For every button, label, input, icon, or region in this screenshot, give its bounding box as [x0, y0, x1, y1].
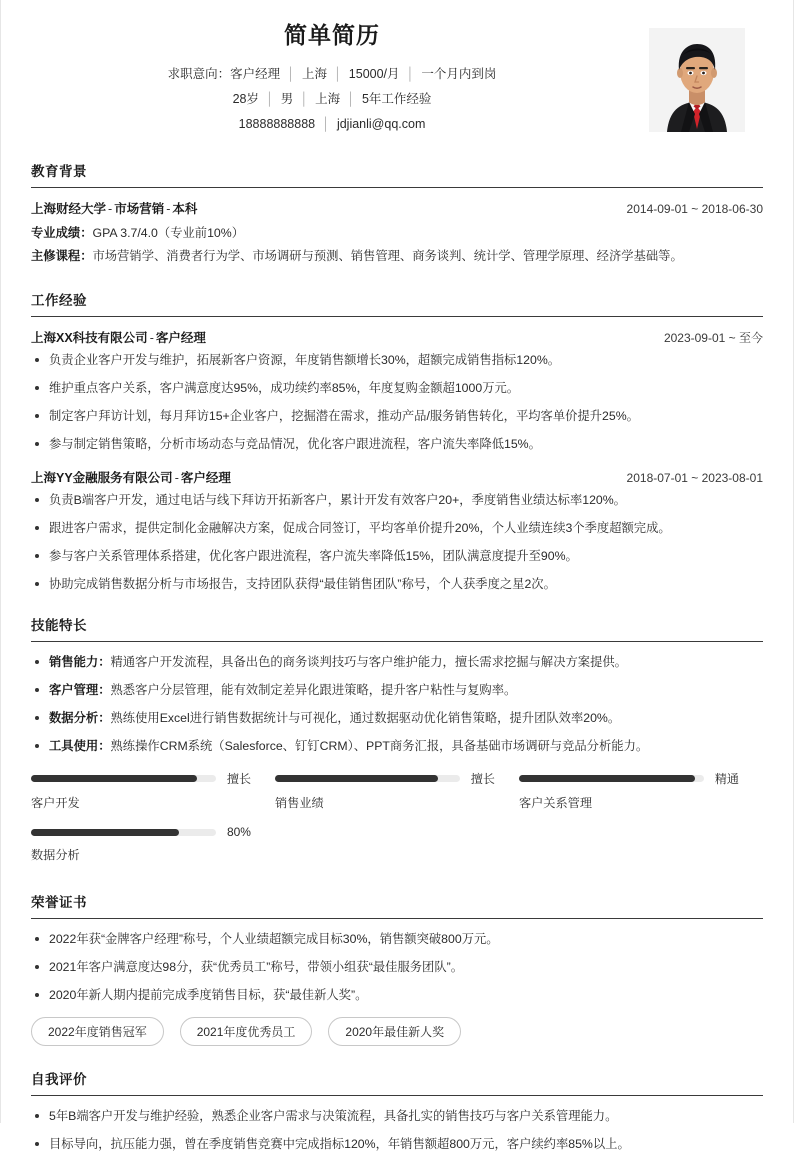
skill-bars: [31, 770, 763, 877]
list-item: 5年B端客户开发与维护经验，熟悉企业客户需求与决策流程，具备扎实的销售技巧与客户关系管理能力。: [31, 1107, 763, 1126]
work-entry-head: [31, 468, 763, 486]
work-date: 2023-09-01 ~ 至今: [663, 330, 763, 345]
section-title-education: 教育背景: [31, 160, 763, 188]
header-contact-line-3: [31, 112, 633, 137]
skill-text: 熟练操作CRM系统（Salesforce、钉钉CRM）、PPT商务汇报，具备基础市场调研与竞品分析能力。: [110, 739, 649, 754]
work-company: 上海XX科技有限公司: [31, 330, 148, 345]
honors-bullet-list: [31, 930, 763, 1005]
job-intent-availability: 一个月内到岗: [421, 66, 497, 81]
work-entry-head: [31, 328, 763, 346]
work-bullet-list: [31, 491, 763, 594]
skill-bar-item: [275, 770, 519, 811]
divider: │: [347, 91, 355, 106]
list-item: 2020年新人期内提前完成季度销售目标，获“最佳新人奖”。: [31, 986, 763, 1005]
list-item: 跟进客户需求，提供定制化金融解决方案，促成合同签订，平均客单价提升20%，个人业绩连续3个季度超额完成。: [31, 519, 763, 538]
job-intent-city: 上海: [301, 66, 327, 81]
skill-bar-track: [275, 775, 460, 782]
resume-header: [31, 22, 763, 140]
education-school: 上海财经大学: [31, 202, 107, 216]
work-company: 上海YY金融服务有限公司: [31, 470, 173, 485]
list-item: 参与制定销售策略，分析市场动态与竞品情况，优化客户跟进流程，客户流失率降低15%。: [31, 435, 763, 454]
work-role: 客户经理: [180, 470, 231, 485]
education-courses-value: 市场营销学、消费者行为学、市场调研与预测、销售管理、商务谈判、统计学、管理学原理、经济学基础等。: [92, 249, 683, 264]
work-entry-left: [31, 468, 231, 486]
work-entry: [31, 468, 763, 594]
skill-bar-row: [31, 770, 251, 787]
skill-bar-level: 擅长: [470, 772, 495, 787]
list-item: 2021年客户满意度达98分，获“优秀员工”称号，带领小组获“最佳服务团队”。: [31, 958, 763, 977]
list-item: 目标导向，抗压能力强，曾在季度销售竞赛中完成指标120%，年销售额超800万元，客户续约率85%以上。: [31, 1135, 763, 1154]
skill-label: 销售能力：: [49, 655, 111, 670]
skill-bar-level: 擅长: [226, 772, 251, 787]
honor-tag[interactable]: 2020年最佳新人奖: [328, 1017, 461, 1046]
list-item: 负责B端客户开发，通过电话与线下拜访开拓新客户，累计开发有效客户20+，季度销售业绩达标率120%。: [31, 491, 763, 510]
section-education: [31, 160, 763, 269]
skill-bar-name: 销售业绩: [274, 796, 324, 811]
page-title: 简单简历: [284, 22, 380, 48]
divider: │: [265, 91, 274, 106]
skill-bar-item: [519, 770, 763, 811]
avatar: [649, 28, 745, 132]
personal-experience: 5年工作经验: [361, 91, 432, 106]
separator-dash: -: [174, 470, 179, 485]
list-item: [31, 681, 763, 700]
skill-bar-track: [519, 775, 704, 782]
personal-gender: 男: [280, 91, 294, 106]
job-intent-position: 客户经理: [230, 66, 281, 81]
education-date: 2014-09-01 ~ 2018-06-30: [626, 202, 763, 216]
section-title-honors: 荣誉证书: [31, 891, 763, 919]
list-item: 维护重点客户关系，客户满意度达95%，成功续约率85%，年度复购金额超1000万元。: [31, 379, 763, 398]
skill-bar-fill: [31, 775, 197, 782]
skill-bar-fill: [519, 775, 695, 782]
divider: │: [322, 116, 330, 131]
list-item: 协助完成销售数据分析与市场报告，支持团队获得“最佳销售团队”称号，个人获季度之星2次。: [31, 575, 763, 594]
header-contact-line-2: [31, 87, 633, 112]
work-date: 2018-07-01 ~ 2023-08-01: [626, 470, 763, 485]
skill-bar-level: 精通: [714, 772, 739, 787]
self-evaluation-bullet-list: [31, 1107, 763, 1154]
contact-phone: 18888888888: [238, 116, 316, 131]
skill-text: 精通客户开发流程，具备出色的商务谈判技巧与客户维护能力，擅长需求挖掘与解决方案提供。: [110, 655, 627, 670]
section-title-self-evaluation: 自我评价: [31, 1068, 763, 1096]
divider: │: [287, 66, 295, 81]
list-item: [31, 709, 763, 728]
work-entry: [31, 328, 763, 454]
skill-bar-row: [519, 770, 739, 787]
skill-bar-item: [31, 770, 275, 811]
education-entry-left: [31, 199, 197, 217]
education-gpa-label: 专业成绩：: [31, 226, 93, 240]
skill-bar-track: [31, 775, 216, 782]
job-intent-salary: 15000/月: [348, 66, 400, 81]
skill-bar-row: [275, 770, 495, 787]
honor-tag-list: [31, 1017, 763, 1054]
skill-label: 工具使用：: [49, 739, 111, 754]
work-entry-left: [31, 328, 206, 346]
skill-bar-level: 80%: [226, 825, 251, 840]
education-major: 市场营销: [114, 202, 165, 216]
header-contact-line-1: [31, 62, 633, 87]
education-entry-head: [31, 199, 763, 217]
work-bullet-list: [31, 351, 763, 454]
skill-bar-name: 客户开发: [31, 796, 80, 811]
separator-dash: -: [149, 330, 154, 345]
education-gpa-line: [31, 222, 763, 245]
work-role: 客户经理: [155, 330, 206, 345]
skill-bar-name: 客户关系管理: [518, 796, 593, 811]
list-item: 2022年获“金牌客户经理”称号，个人业绩超额完成目标30%，销售额突破800万元。: [31, 930, 763, 949]
skill-text: 熟练使用Excel进行销售数据统计与可视化，通过数据驱动优化销售策略，提升团队效率20%。: [110, 711, 621, 726]
education-entry: [31, 199, 763, 269]
skill-bar-track: [31, 829, 216, 836]
skill-bar-fill: [275, 775, 438, 782]
contact-email: jdjianli@qq.com: [336, 116, 426, 131]
education-gpa-value: GPA 3.7/4.0（专业前10%）: [92, 226, 244, 240]
separator-dash: -: [108, 202, 113, 216]
section-honors: [31, 891, 763, 1054]
list-item: 参与客户关系管理体系搭建，优化客户跟进流程，客户流失率降低15%，团队满意度提升至90%。: [31, 547, 763, 566]
personal-age: 28岁: [232, 91, 259, 106]
skill-bar-name: 数据分析: [31, 848, 80, 863]
divider: │: [300, 91, 309, 106]
section-self-evaluation: [31, 1068, 763, 1154]
person-avatar-suit-icon: [649, 28, 745, 132]
list-item: [31, 737, 763, 756]
list-item: 负责企业客户开发与维护，拓展新客户资源，年度销售额增长30%，超额完成销售指标120%。: [31, 351, 763, 370]
section-work-experience: [31, 289, 763, 594]
honor-tag[interactable]: 2021年度优秀员工: [180, 1017, 313, 1046]
skill-label: 数据分析：: [49, 711, 111, 726]
separator-dash: -: [166, 202, 171, 216]
skill-bar-fill: [31, 829, 179, 836]
section-skills: [31, 614, 763, 877]
education-courses-label: 主修课程：: [31, 249, 93, 264]
list-item: [31, 653, 763, 672]
skill-label: 客户管理：: [49, 683, 111, 698]
section-title-work: 工作经验: [31, 289, 763, 317]
divider: │: [406, 66, 415, 81]
education-degree: 本科: [172, 202, 198, 216]
education-courses-line: [31, 245, 763, 268]
skill-text: 熟悉客户分层管理，能有效制定差异化跟进策略，提升客户粘性与复购率。: [110, 683, 517, 698]
list-item: 制定客户拜访计划，每月拜访15+企业客户，挖掘潜在需求，推动产品/服务销售转化，平均客单价提升25%。: [31, 407, 763, 426]
divider: │: [333, 66, 342, 81]
skill-bar-row: [31, 825, 251, 839]
skills-bullet-list: [31, 653, 763, 756]
personal-city: 上海: [315, 91, 341, 106]
skill-bar-item: [31, 825, 275, 863]
honor-tag[interactable]: 2022年度销售冠军: [31, 1017, 164, 1046]
section-title-skills: 技能特长: [31, 614, 763, 642]
job-intent-label: 求职意向：: [167, 66, 231, 81]
